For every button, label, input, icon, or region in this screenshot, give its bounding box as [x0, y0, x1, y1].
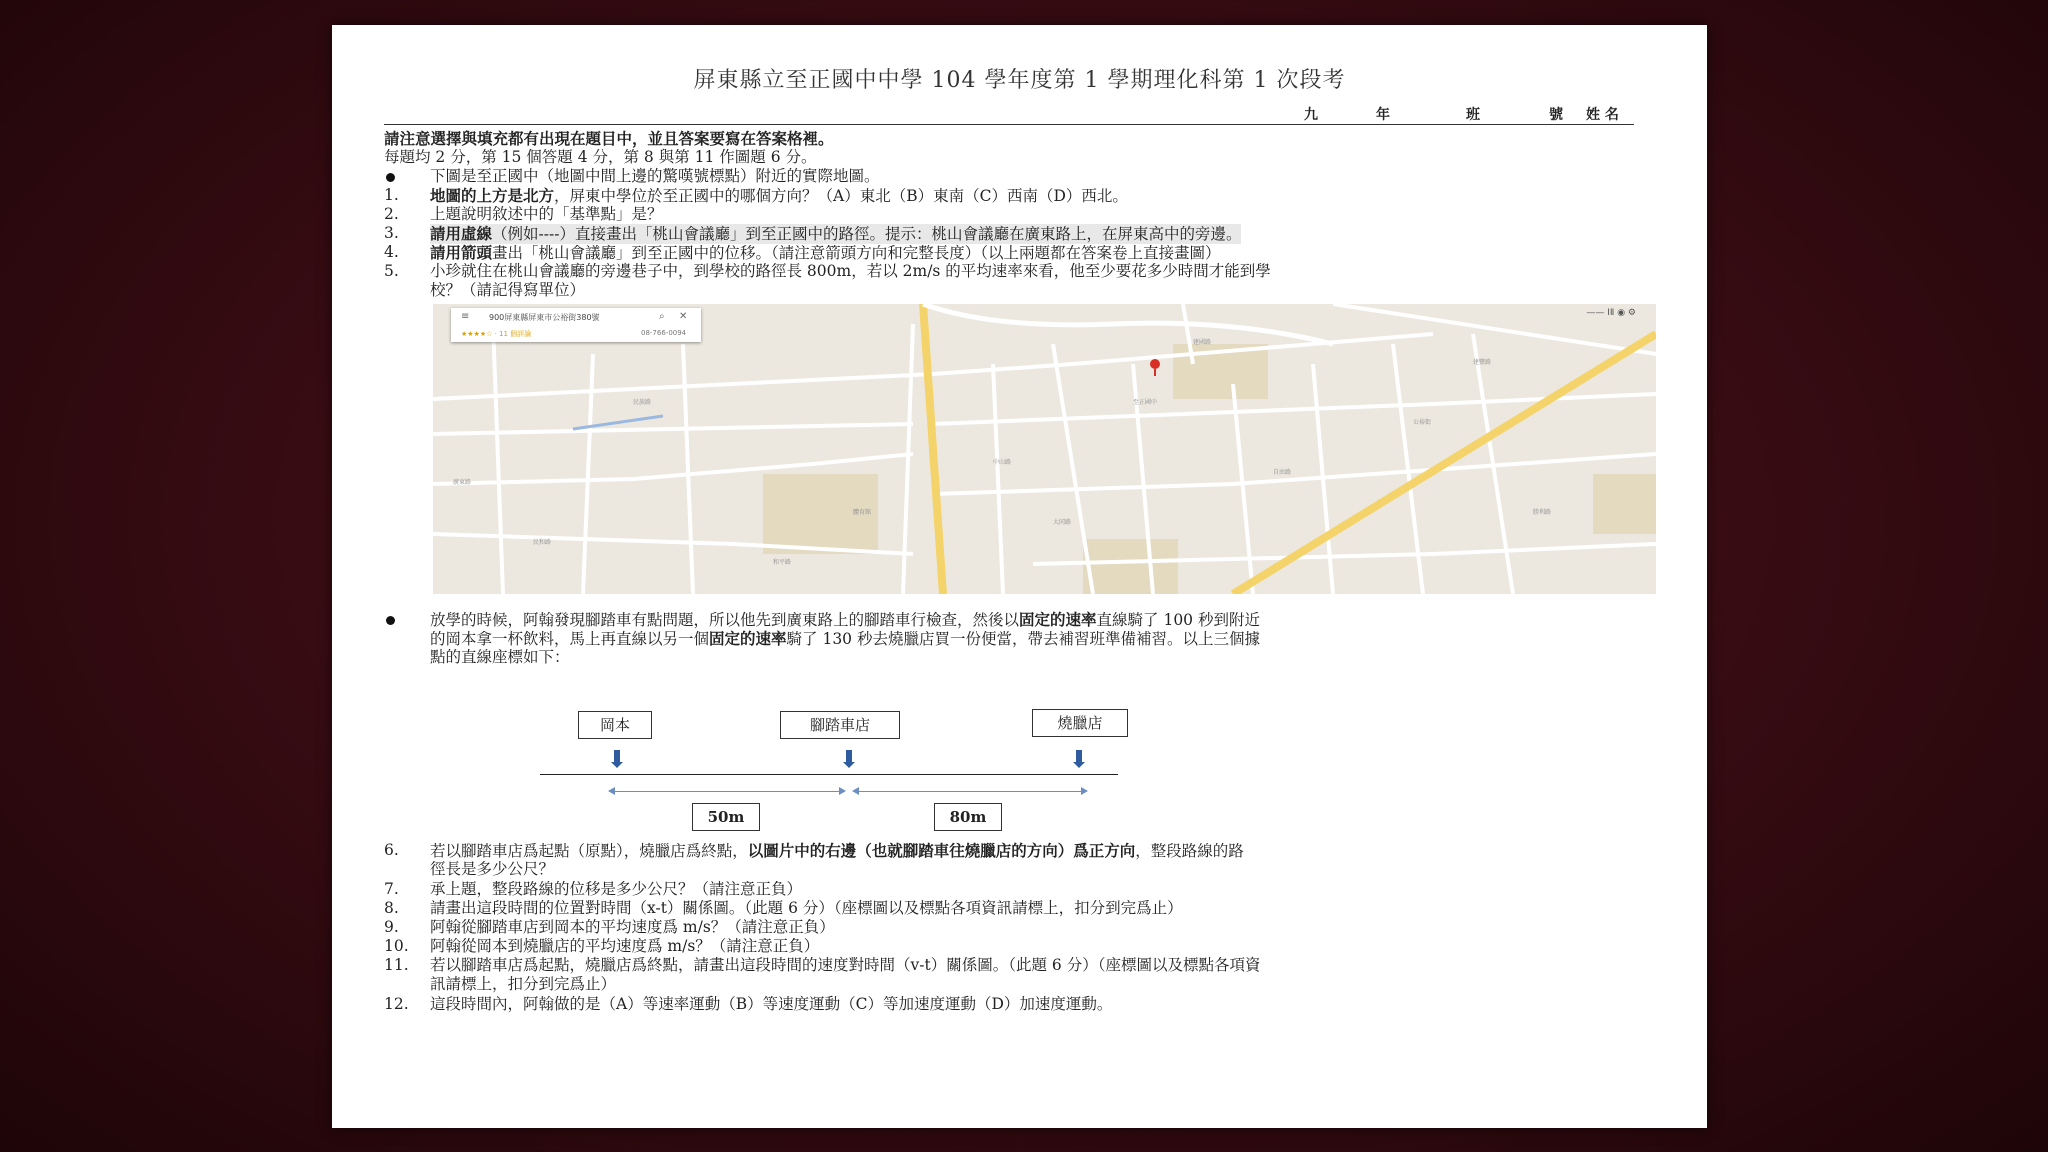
question-number: 11. — [384, 956, 409, 974]
question-number: 9. — [384, 918, 399, 936]
question-12-text: 這段時間內，阿翰做的是（A）等速率運動（B）等速度運動（C）等加速度運動（D）加速度運動。 — [430, 995, 1113, 1013]
position-axis — [540, 774, 1118, 775]
svg-text:公裕街: 公裕街 — [1413, 419, 1432, 426]
place-okamoto: 岡本 — [578, 711, 652, 739]
svg-text:至正國中: 至正國中 — [1133, 399, 1158, 406]
distance-line-left — [610, 791, 844, 792]
question-number: 2. — [384, 205, 399, 223]
distance-label-80m: 80m — [934, 803, 1002, 831]
name-field-bar — [384, 102, 1634, 125]
student-name-label: 姓 名 — [1586, 107, 1619, 123]
arrowhead-right-icon — [1081, 787, 1088, 795]
svg-text:建豐路: 建豐路 — [1473, 359, 1492, 366]
place-bbq-shop: 燒臘店 — [1032, 709, 1128, 737]
question-number: 1. — [384, 186, 399, 204]
question-5-text-2: 校？（請記得寫單位） — [430, 281, 586, 299]
question-number: 8. — [384, 899, 399, 917]
map-graphic — [433, 304, 1656, 594]
story-text: 騎了 130 秒去燒臘店買一份便當，帶去補習班準備補習。以上三個據 — [786, 630, 1260, 648]
question-11-text-2: 訊請標上，扣分到完爲止） — [430, 975, 617, 993]
map-search-query[interactable]: 900屏東縣屏東市公裕街380號 — [489, 313, 600, 322]
question-3-text: （例如----）直接畫出「桃山會議廳」到至正國中的路徑。提示：桃山會議廳在廣東路上，在屏東高中的旁邊。 — [492, 225, 1242, 243]
svg-text:和平路: 和平路 — [773, 559, 792, 566]
close-icon[interactable]: ✕ — [679, 311, 688, 322]
down-arrow-icon — [846, 750, 852, 764]
question-number: 6. — [384, 841, 399, 859]
arrowhead-right-icon — [839, 787, 846, 795]
svg-text:勝利路: 勝利路 — [1533, 509, 1552, 516]
street-map — [433, 304, 1656, 594]
bullet-icon — [386, 173, 395, 182]
story-text: 的岡本拿一杯飲料，馬上再直線以另一個 — [430, 630, 710, 648]
map-search-box[interactable] — [451, 308, 701, 342]
question-10-text: 阿翰從岡本到燒臘店的平均速度爲 m/s？（請注意正負） — [430, 937, 820, 955]
question-2-text: 上題說明敘述中的「基準點」是？ — [430, 205, 663, 223]
distance-line-right — [854, 791, 1086, 792]
story-emphasis: 固定的速率 — [709, 629, 787, 648]
story-emphasis: 固定的速率 — [1019, 610, 1097, 629]
svg-text:大同路: 大同路 — [1053, 519, 1072, 526]
question-1-emphasis: 地圖的上方是北方 — [430, 186, 555, 205]
svg-text:中山路: 中山路 — [993, 459, 1012, 466]
svg-text:自由路: 自由路 — [1273, 469, 1292, 476]
bullet-icon — [386, 616, 395, 625]
question-7-text: 承上題，整段路線的位移是多少公尺？（請注意正負） — [430, 880, 803, 898]
story-text: 點的直線座標如下： — [430, 648, 570, 666]
question-number: 5. — [384, 262, 399, 280]
svg-text:體育館: 體育館 — [853, 509, 872, 516]
question-5-text: 小珍就住在桃山會議廳的旁邊巷子中，到學校的路徑長 800m，若以 2m/s 的平均速率來看，他至少要花多少時間才能到學 — [430, 262, 1271, 280]
question-11-text: 若以腳踏車店爲起點，燒臘店爲終點，請畫出這段時間的速度對時間（v-t）關係圖。（此題 6 分）（座標圖以及標點各項資 — [430, 956, 1261, 974]
grade-label: 九 — [1304, 107, 1318, 123]
map-controls[interactable]: —— ⅠⅡ ◉ ⚙ — [1586, 308, 1636, 318]
question-3-emphasis: 請用虛線 — [430, 224, 493, 243]
svg-text:廣東路: 廣東路 — [453, 479, 472, 486]
svg-text:民族路: 民族路 — [633, 399, 652, 406]
question-6-emphasis: 以圖片中的右邊（也就腳踏車往燒臘店的方向）爲正方向 — [747, 841, 1136, 860]
question-6-text: 若以腳踏車店爲起點（原點），燒臘店爲終點， — [430, 842, 748, 860]
question-4-text: 畫出「桃山會議廳」到至正國中的位移。（請注意箭頭方向和完整長度）（以上兩題都在答案卷上直接畫圖） — [492, 244, 1221, 262]
menu-icon[interactable]: ≡ — [461, 311, 470, 322]
map-rating: ★★★★☆ · 11 個評論 — [461, 330, 532, 338]
story-text: 放學的時候，阿翰發現腳踏車有點問題，所以他先到廣東路上的腳踏車行檢查，然後以 — [430, 611, 1020, 629]
question-number: 3. — [384, 224, 399, 242]
question-number: 4. — [384, 243, 399, 261]
class-label: 班 — [1466, 107, 1480, 123]
question-1-text: ，屏東中學位於至正國中的哪個方向？（A）東北（B）東南（C）西南（D）西北。 — [554, 187, 1128, 205]
search-icon[interactable]: ⌕ — [659, 311, 665, 322]
map-phone: 08-766-0094 — [641, 329, 687, 337]
exam-title: 屏東縣立至正國中中學 104 學年度第 1 學期理化科第 1 次段考 — [693, 68, 1346, 93]
question-8-text: 請畫出這段時間的位置對時間（x-t）關係圖。（此題 6 分）（座標圖以及標點各項資訊請標上，扣分到完爲止） — [430, 899, 1183, 917]
scoring-line: 每題均 2 分，第 15 個答題 4 分，第 8 與第 11 作圖題 6 分。 — [384, 148, 817, 166]
question-6-text-2: 徑長是多少公尺？ — [430, 860, 555, 878]
svg-text:民和路: 民和路 — [533, 539, 552, 546]
exam-page — [332, 25, 1707, 1128]
question-6-text: ，整段路線的路 — [1135, 842, 1244, 860]
map-intro-text: 下圖是至正國中（地圖中間上邊的驚嘆號標點）附近的實際地圖。 — [430, 167, 880, 185]
down-arrow-icon — [614, 750, 620, 764]
question-number: 12. — [384, 995, 409, 1013]
story-text: 直線騎了 100 秒到附近 — [1096, 611, 1260, 629]
question-4-emphasis: 請用箭頭 — [430, 243, 493, 262]
question-9-text: 阿翰從腳踏車店到岡本的平均速度爲 m/s？（請注意正負） — [430, 918, 835, 936]
seat-number-label: 號 — [1549, 107, 1563, 123]
down-arrow-icon — [1076, 750, 1082, 764]
grade-unit-label: 年 — [1376, 107, 1390, 123]
arrowhead-left-icon — [852, 787, 859, 795]
instruction-line: 請注意選擇與填充都有出現在題目中，並且答案要寫在答案格裡。 — [384, 129, 834, 148]
place-bike-shop: 腳踏車店 — [780, 711, 900, 739]
question-number: 7. — [384, 880, 399, 898]
question-number: 10. — [384, 937, 409, 955]
svg-text:建國路: 建國路 — [1193, 339, 1212, 346]
arrowhead-left-icon — [608, 787, 615, 795]
distance-label-50m: 50m — [692, 803, 760, 831]
